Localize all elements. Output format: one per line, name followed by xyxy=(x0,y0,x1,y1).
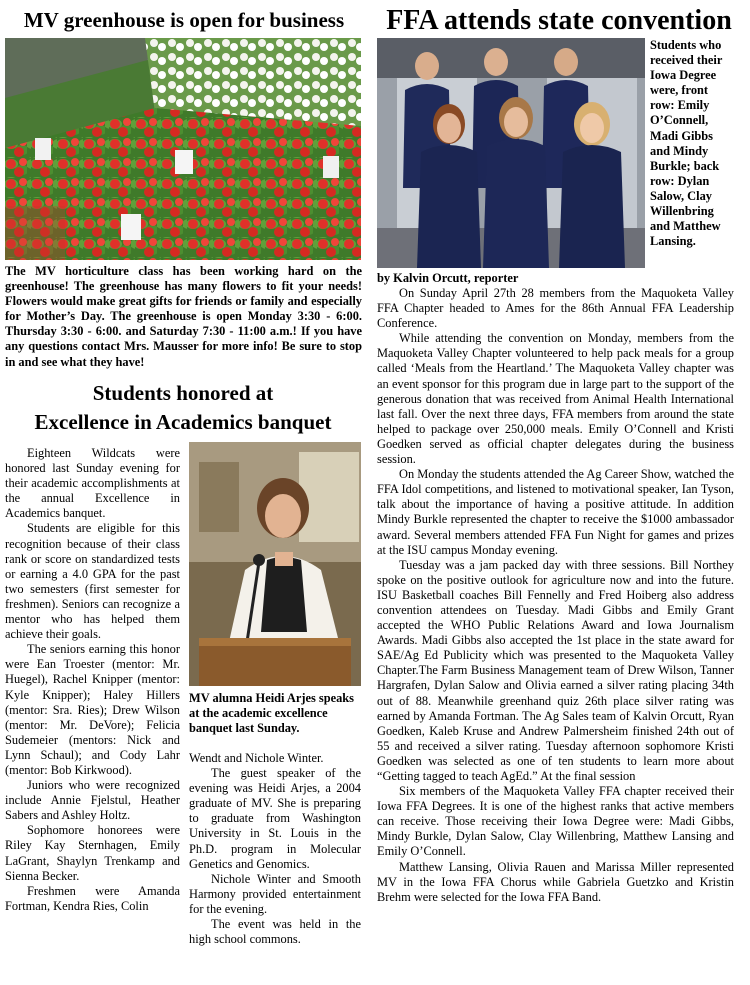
heidi-arjes-photo xyxy=(189,442,361,686)
ffa-paragraph: Matthew Lansing, Olivia Rauen and Marissa Miller represented MV in the Iowa FFA Chorus while Gabriela Guetzko and Kristin Brehm were selected for the Iowa FFA Band. xyxy=(377,859,734,904)
ffa-headline: FFA attends state convention xyxy=(386,5,732,36)
ffa-byline: by Kalvin Orcutt, reporter xyxy=(377,271,519,285)
academics-continued-text: Wendt and Nichole Winter. xyxy=(189,751,324,765)
academics-column-2 xyxy=(189,751,361,947)
academics-paragraph: Sophomore honorees were Riley Kay Sternhagen, Emily LaGrant, Shaylyn Trenkamp and Sienna Becker. xyxy=(5,823,180,883)
ffa-paragraph: While attending the convention on Monday, members from the Maquoketa Valley Chapter volunteered to help pack meals for a group called ‘Meals from the Heartland.’ The Maquoketa Valley chapter was an event sponsor for this program due in large part to the support of the generous donation that was received from Animal Health International last fall. Over the next three days, FFA members from around the state helped to package over 250,000 meals. Emily O’Connell and Kristi Goedken served as official chapter delegates during the business session. xyxy=(377,331,734,467)
academics-paragraph: Eighteen Wildcats were honored last Sunday evening for their academic accomplishments at the annual Excellence in Academics banquet. xyxy=(5,446,180,521)
academics-headline-line2: Excellence in Academics banquet xyxy=(34,410,332,434)
academics-paragraph: The event was held in the high school commons. xyxy=(189,917,361,947)
greenhouse-photo xyxy=(5,38,361,260)
academics-paragraph: The guest speaker of the evening was Heidi Arjes, a 2004 graduate of MV. She is preparing to graduate from Washington University in St. Louis in the Ph.D. program in Molecular Genetics and Genomics. xyxy=(189,766,361,871)
ffa-article-body xyxy=(377,286,734,905)
academics-headline-line1: Students honored at xyxy=(92,381,274,405)
greenhouse-headline: MV greenhouse is open for business xyxy=(23,8,345,32)
academics-paragraph: Students are eligible for this recognition because of their class rank or score on standardized tests or earning a 4.0 GPA for the past two semesters (first semester for freshmen). Seniors can recognize a mentor who has helped them achieve their goals. xyxy=(5,521,180,642)
ffa-paragraph: On Monday the students attended the Ag Career Show, watched the FFA Idol competitions, and listened to motivational speaker, Ian Tyson, talk about the importance of having a positive attitude. In addition Mindy Burkle represented the chapter to receive the $1000 ambassador award. Several members attended FFA Fun Night for games and prizes at the ISU campus Monday evening. xyxy=(377,467,734,557)
academics-paragraph: The seniors earning this honor were Ean Troester (mentor: Mr. Huegel), Rachel Knipper (mentor: Kyle Knipper); Haley Hillers (mentor: Sra. Ries); Drew Wilson (mentor: Mr. DeVore); Felicia Sudemeier (mentors: Nick and Lynn Schaul); and Cody Lahr (mentor: Bob Kirkwood). xyxy=(5,642,180,777)
academics-paragraph: Freshmen were Amanda Fortman, Kendra Ries, Colin xyxy=(5,883,180,913)
academics-column-1 xyxy=(5,446,180,914)
ffa-paragraph: On Sunday April 27th 28 members from the Maquoketa Valley FFA Chapter headed to Ames for the 86th Annual FFA Leadership Conference. xyxy=(377,286,734,331)
ffa-paragraph: Tuesday was a jam packed day with three sessions. Bill Northey spoke on the positive outlook for agriculture now and into the future. ISU Basketball coaches Bill Fennelly and Fred Hoiberg also address convention attendees on Tuesday. Madi Gibbs and Emily Grant accepted the WHO Public Relations Award and Iowa Journalism Awards. Madi Gibbs also accepted the 1st place in the state award for SAE/Ag Ed Publicity which was presented to the Maquoketa Valley Chapter.The Farm Business Management team of Drew Wilson, Tanner Hargrafen, Dylan Salow and Olivia earned a silver rating placing 34th out of 88. Meanwhile greenhand quiz 26th place silver rating was earned by Amanda Fortman. The Ag Sales team of Kalvin Orcutt, Ryan Goedken, Kaleb Kruse and Andrew Palmersheim finished 24th out of 55 and received a silver rating. Tuesday afternoon sophomore Kristi Goedken was selected as one of ten students to learn more about “Getting tagged to teach AgEd.” At the final session xyxy=(377,557,734,783)
greenhouse-caption: The MV horticulture class has been working hard on the greenhouse! The greenhouse has many flowers to fit your needs! Flowers would make great gifts for friends or family and especially for Mother’s Day. The greenhouse is open Monday 3:30 - 6:00. Thursday 3:30 - 6:00. and Saturday 7:30 - 11:00 a.m.! If you have any questions contact Mrs. Mausser for more info! Be sure to stop in and see what they have! xyxy=(5,264,362,369)
ffa-group-photo xyxy=(377,38,645,268)
ffa-paragraph: Six members of the Maquoketa Valley FFA chapter received their Iowa FFA Degrees. It is one of the highest ranks that active members can receive. Those receiving their Iowa Degree were: Madi Gibbs, Mindy Burkle, Dylan Salow, Clay Willenbring, Matthew Lansing and Emily O’Connell. xyxy=(377,784,734,859)
academics-paragraph: Nichole Winter and Smooth Harmony provided entertainment for the evening. xyxy=(189,871,361,916)
academics-paragraph: Juniors who were recognized include Annie Fjelstul, Heather Sabers and Ashley Holtz. xyxy=(5,778,180,823)
heidi-arjes-caption: MV alumna Heidi Arjes speaks at the academic excellence banquet last Sunday. xyxy=(189,691,354,736)
ffa-photo-caption: Students who received their Iowa Degree were, front row: Emily O’Connell, Madi Gibbs and Mindy Burkle; back row: Dylan Salow, Clay Willenbring and Matthew Lansing. xyxy=(650,38,723,249)
